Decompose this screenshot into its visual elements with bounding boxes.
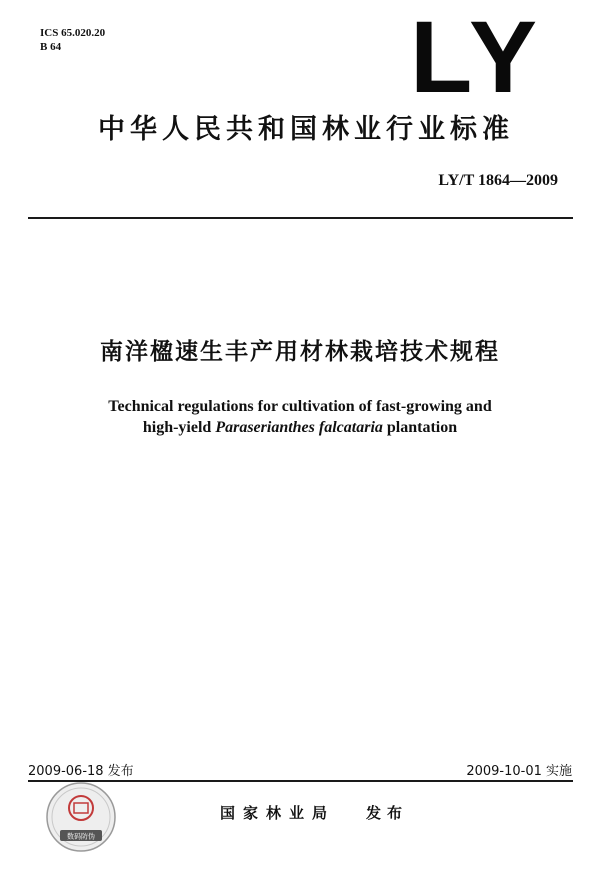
classification-codes [40,26,105,54]
ly-logo: LY [410,0,543,114]
title-en-suffix: plantation [382,419,458,436]
title-en-line1: Technical regulations for cultivation of fast-growing and [108,398,492,415]
publish-word: 发布 [366,804,409,822]
ccs-code: B 64 [40,41,62,53]
document-title-cn: 南洋楹速生丰产用材林栽培技术规程 [100,339,500,365]
seal-text: 数码防伪 [67,832,95,841]
title-en-prefix: high-yield [142,419,216,436]
issue-date: 2009-06-18 发布 [28,764,134,779]
header-divider [28,217,573,219]
document-title-en [40,396,560,438]
anti-counterfeit-seal-icon [44,780,118,854]
standard-category-title: 中华人民共和国林业行业标准 [98,114,514,145]
species-epithet: falcataria [318,419,383,436]
publisher-name: 国家林业局 [220,804,336,822]
ics-code: ICS 65.020.20 [40,27,106,39]
species-genus: Paraserianthes [215,419,315,436]
standard-code: LY/T 1864—2009 [438,172,558,189]
implement-date: 2009-10-01 实施 [466,764,572,779]
title-en-line2 [40,417,560,438]
